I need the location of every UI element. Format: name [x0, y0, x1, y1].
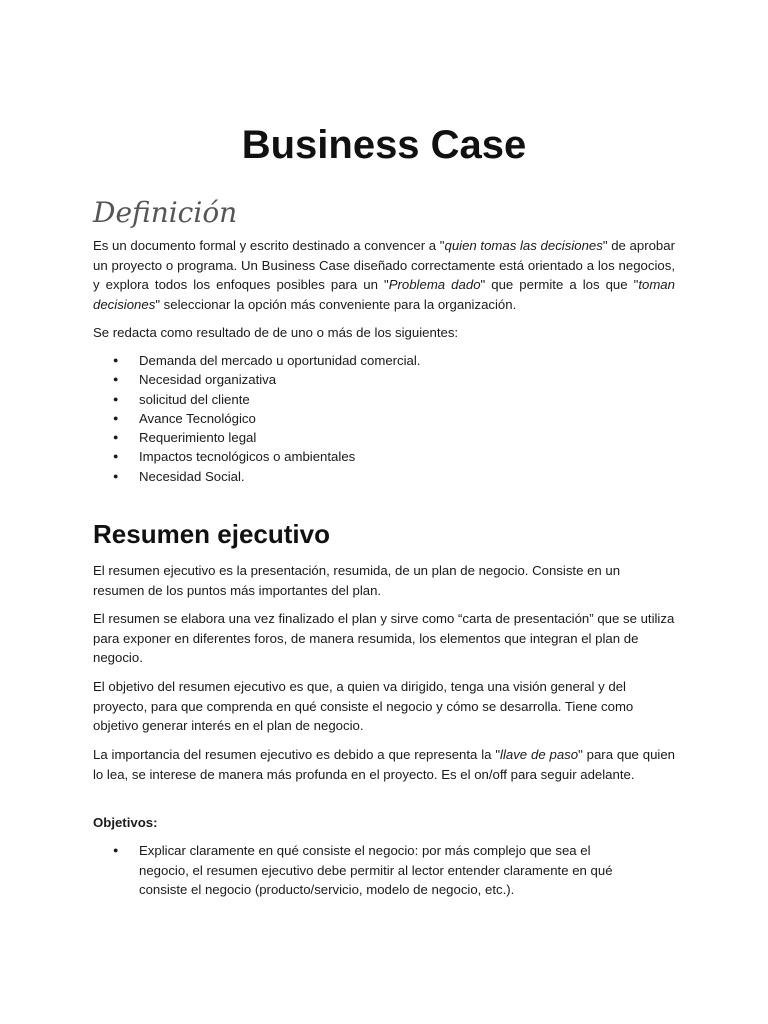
resumen-paragraph-4 — [93, 745, 675, 784]
italic-run: quien tomas las decisiones — [444, 238, 603, 253]
definicion-paragraph-1 — [93, 236, 675, 314]
list-item: ● Impactos tecnológicos o ambientales — [93, 447, 675, 466]
definicion-paragraph-2: Se redacta como resultado de de uno o más de los siguientes: — [93, 325, 459, 340]
resumen-paragraph-3: El objetivo del resumen ejecutivo es que, a quien va dirigido, tenga una visión general y del proyecto, para que comprenda en qué consiste el negocio y cómo se desarrolla. Tiene como objetivo generar interés en el plan de negocio. — [93, 679, 634, 733]
text-run: La importancia del resumen ejecutivo es debido a que representa la " — [93, 747, 501, 762]
resumen-paragraph-2: El resumen se elabora una vez finalizado el plan y sirve como “carta de presentación” que se utiliza para exponer en diferentes foros, de manera resumida, los elementos que integran el plan de negocio. — [93, 611, 675, 665]
italic-run: llave de paso — [500, 747, 579, 762]
section-heading-definicion: Definición — [93, 196, 238, 229]
document-title: Business Case — [241, 123, 527, 167]
definicion-list — [93, 351, 675, 486]
text-run: Es un documento formal y escrito destinado a convencer a " — [93, 238, 445, 253]
list-item: ● Necesidad Social. — [93, 467, 675, 486]
list-item: ● Avance Tecnológico — [93, 409, 675, 428]
list-item: ● Necesidad organizativa — [93, 370, 675, 389]
section-heading-resumen: Resumen ejecutivo — [93, 519, 330, 549]
text-run: " que permite a los que " — [480, 277, 639, 292]
italic-run: toman decisiones — [93, 277, 675, 312]
objetivos-label: Objetivos: — [93, 815, 158, 830]
list-item: ● Requerimiento legal — [93, 428, 675, 447]
text-run: " de aprobar un proyecto o programa. Un Business Case diseñado correctamente está orientado a los negocios, y explora todos los enfoques posibles para un " — [93, 238, 675, 292]
resumen-paragraph-1: El resumen ejecutivo es la presentación, resumida, de un plan de negocio. Consiste en un resumen de los puntos más importantes del plan. — [93, 563, 621, 598]
list-item: ● solicitud del cliente — [93, 390, 675, 409]
text-run: " seleccionar la opción más conveniente para la organización. — [155, 296, 517, 312]
list-item: ● Explicar claramente en qué consiste el negocio: por más complejo que sea el negocio, el resumen ejecutivo debe permitir al lector entender claramente en qué consiste el negocio (producto/servicio, modelo de negocio, etc.). — [93, 841, 675, 900]
list-item: ● Demanda del mercado u oportunidad comercial. — [93, 351, 675, 370]
italic-run: Problema dado — [388, 277, 481, 292]
text-run: " para que quien lo lea, se interese de manera más profunda en el proyecto. Es el on/off para seguir adelante. — [93, 747, 676, 782]
objetivos-list — [93, 841, 675, 900]
